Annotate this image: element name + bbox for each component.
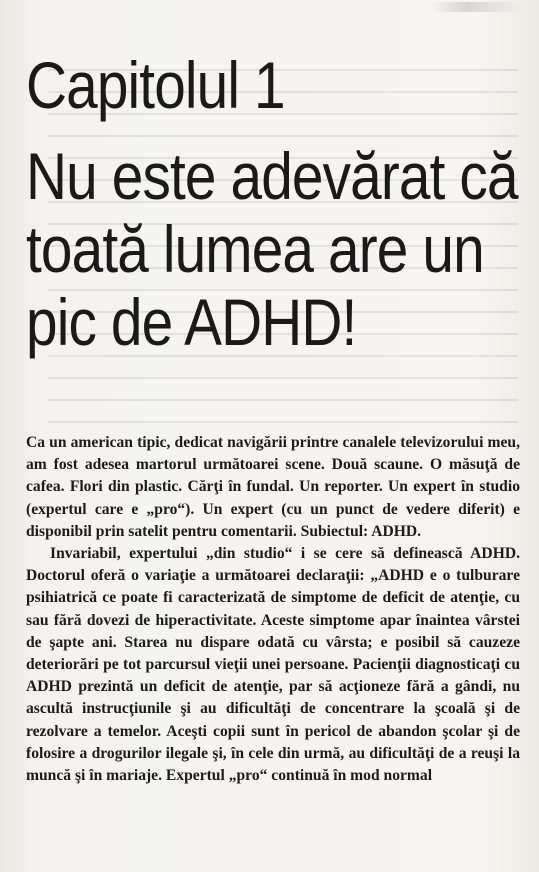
paragraph-2: Invariabil, expertului „din studio“ i se cere să definească ADHD. Doctorul oferă o variaţie a următoarei declaraţii: „ADHD e o tulburare psihiatrică ce poate fi caracterizată de simptome de deficit de atenţie, cu sau fără dovezi de hiperactivitate. Aceste simptome apar înaintea vârstei de şapte ani. Starea nu dispare odată cu vârsta; e posibil să cauzeze deteriorări pe tot parcursul vieţii unei persoane. Pacienţii diagnosticaţi cu ADHD prezintă un deficit de atenţie, par să acţioneze fără a gândi, nu ascultă instrucţiunile şi au dificultăţi de concentrare la şcoală şi de rezolvare a temelor. Aceşti copii sunt în pericol de abandon şcolar şi de folosire a drogurilor ilegale şi, în cele din urmă, au dificultăţi de a reuşi la muncă şi în mariaje. Expertul „pro“ continuă în mod normal — [26, 545, 520, 785]
paragraph-1: Ca un american tipic, dedicat navigării printre canalele televizorului meu, am fost adesea martorul următoarei scene. Două scaune. O măsuţă de cafea. Flori din plastic. Cărţi în fundal. Un reporter. Un expert în studio (expertul care e „pro“). Un expert (cu un punct de vedere diferit) e disponibil prin satelit pentru comentarii. Subiectul: ADHD. — [26, 434, 520, 540]
chapter-title-line-3: pic de ADHD! — [26, 285, 357, 359]
chapter-number: Capitolul 1 — [26, 48, 285, 122]
chapter-title — [26, 140, 525, 359]
chapter-body — [26, 432, 520, 787]
page-header-mark — [431, 2, 521, 12]
chapter-title-line-1: Nu este adevărat că — [26, 139, 518, 213]
chapter-title-line-2: toată lumea are un — [26, 212, 484, 286]
